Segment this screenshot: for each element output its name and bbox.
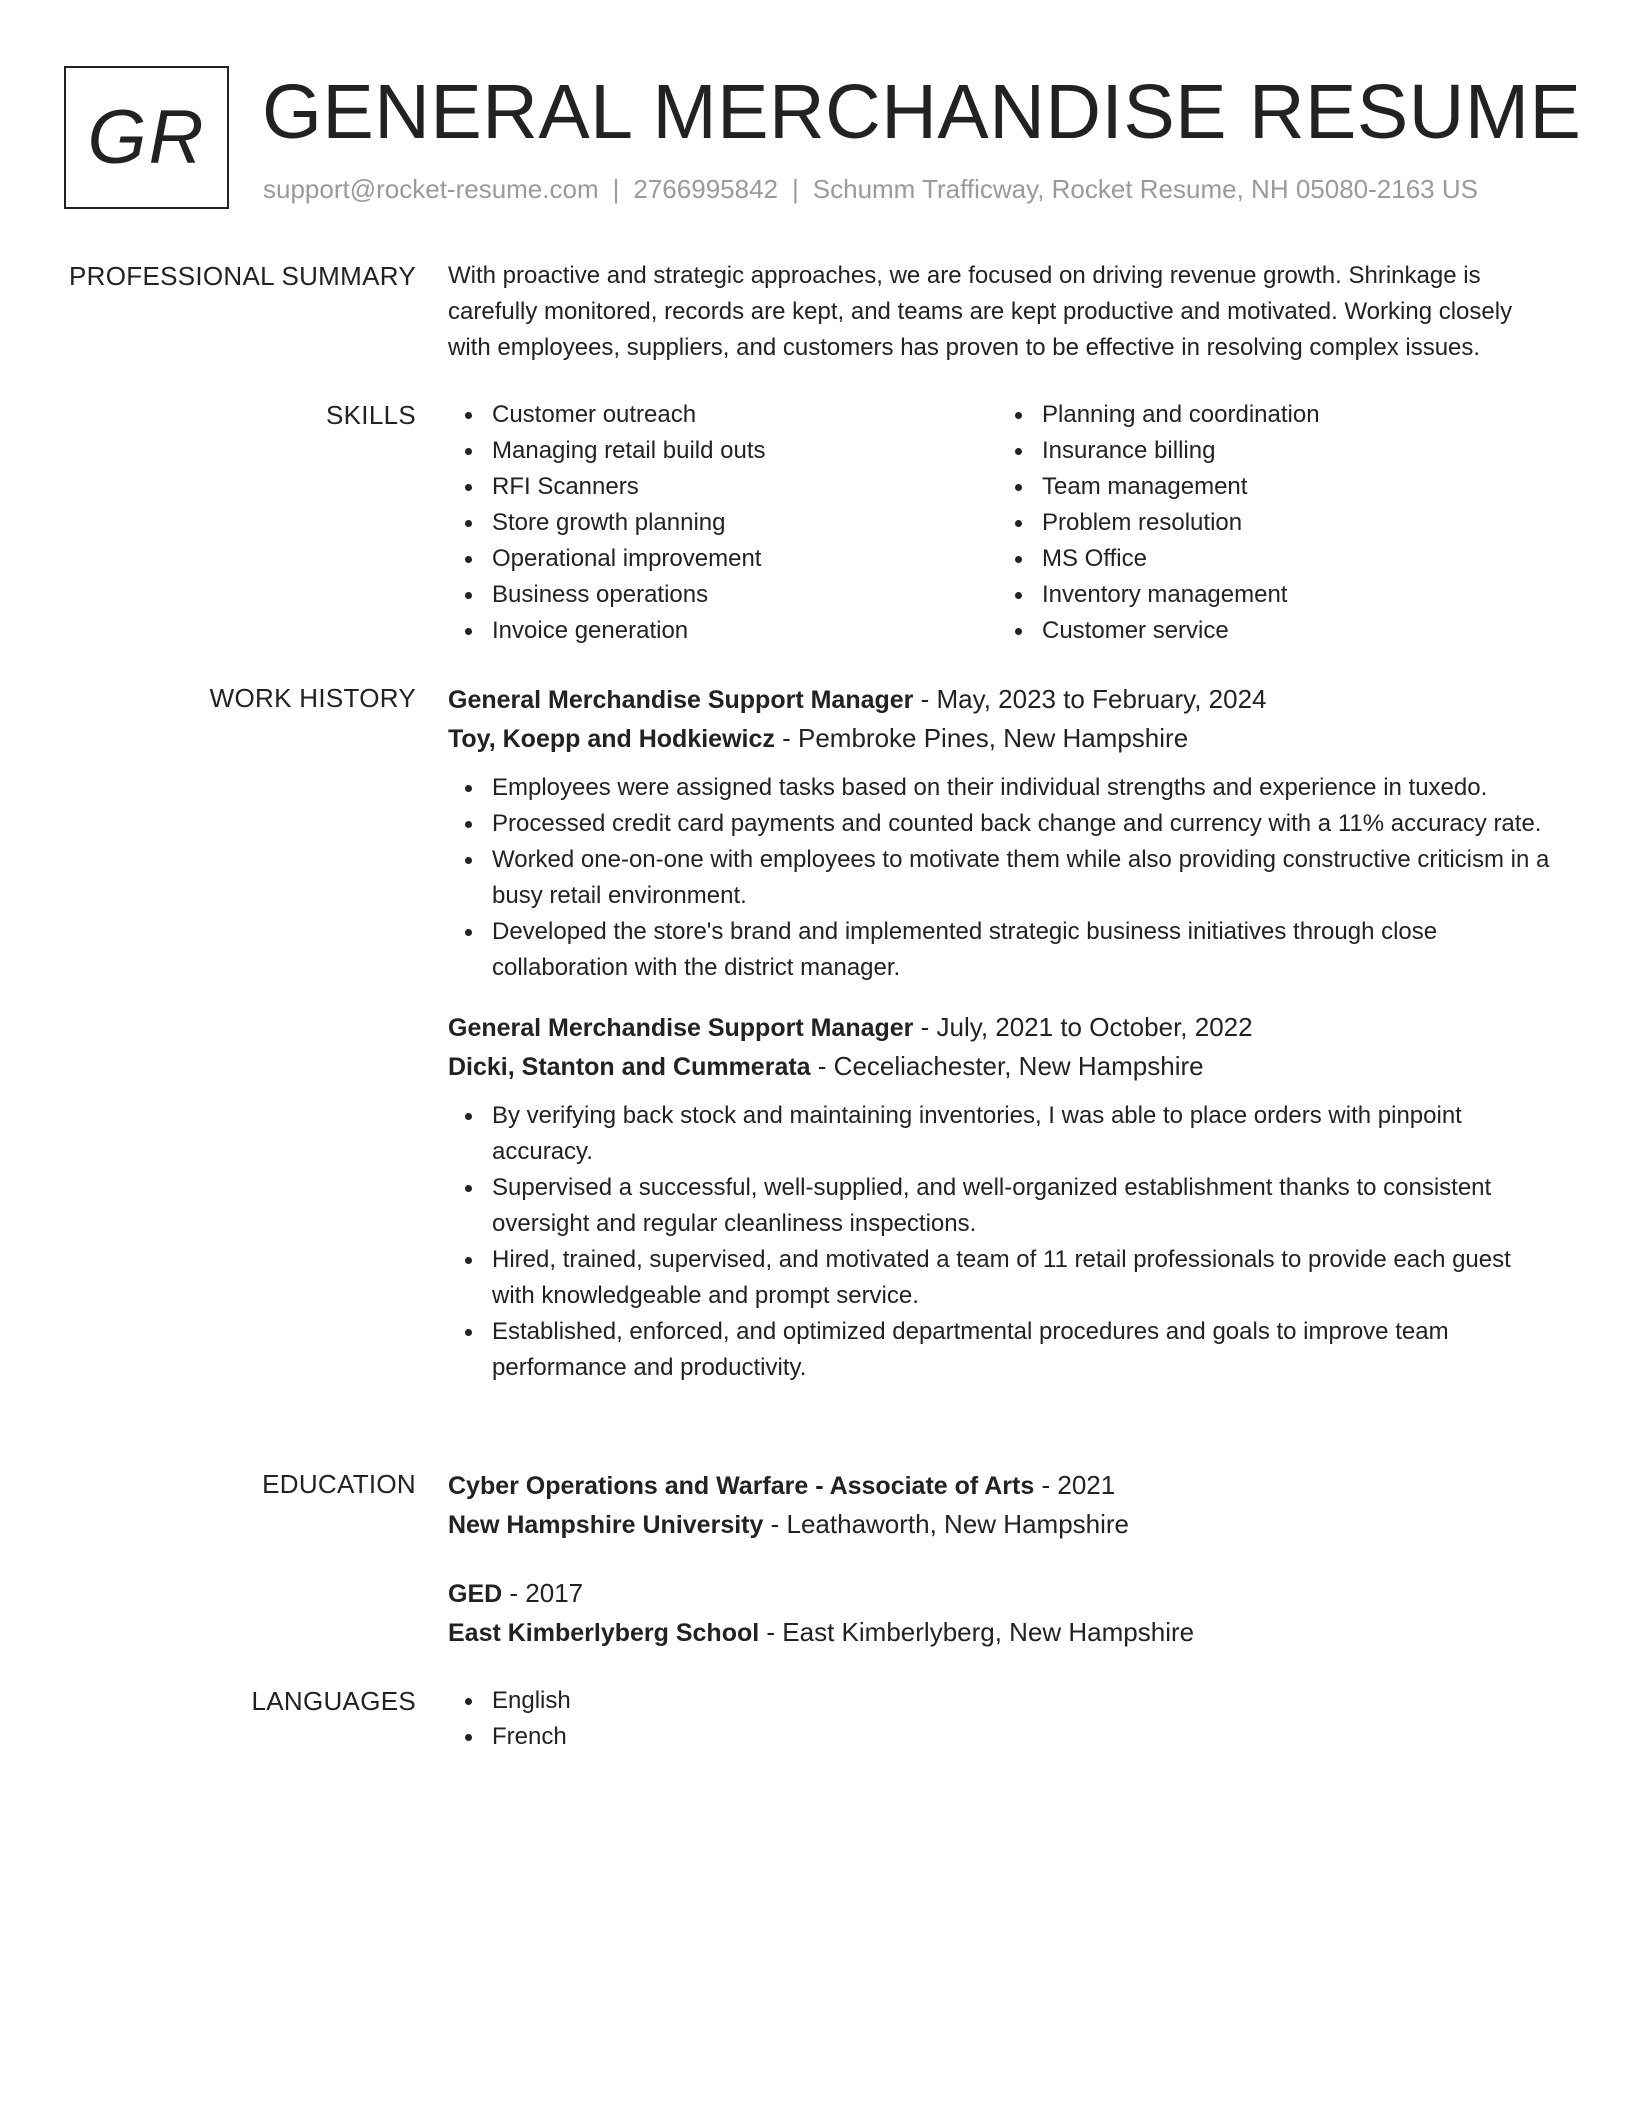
contact-phone: 2766995842 <box>633 174 778 204</box>
skill-item: Customer outreach <box>448 397 998 433</box>
job-location: - Pembroke Pines, New Hampshire <box>774 723 1189 753</box>
section-label-skills: SKILLS <box>326 400 416 430</box>
work-history-body <box>448 680 1558 1408</box>
job-title: General Merchandise Support Manager <box>448 686 914 714</box>
contact-separator: | <box>612 174 620 204</box>
job-company-line <box>448 719 1558 758</box>
job-title: General Merchandise Support Manager <box>448 1014 914 1042</box>
job-company: Toy, Koepp and Hodkiewicz <box>448 725 775 753</box>
job-location: - Ceceliachester, New Hampshire <box>810 1051 1204 1081</box>
job-duty: Worked one-on-one with employees to motivate them while also providing constructive criticism in a busy retail environment. <box>448 842 1558 914</box>
language-item: English <box>448 1683 1558 1719</box>
job-heading <box>448 1008 1558 1047</box>
job-duty: Supervised a successful, well-supplied, and well-organized establishment thanks to consistent oversight and regular cleanliness inspections. <box>448 1170 1558 1242</box>
skill-item: Business operations <box>448 577 998 613</box>
skills-column-right <box>998 397 1548 649</box>
education-degree: GED <box>448 1580 503 1608</box>
skill-item: Store growth planning <box>448 505 998 541</box>
resume-header <box>64 64 1582 210</box>
skill-item: Team management <box>998 469 1548 505</box>
skill-item: Problem resolution <box>998 505 1548 541</box>
job-duty: Hired, trained, supervised, and motivated a team of 11 retail professionals to provide each guest with knowledgeable and prompt service. <box>448 1242 1558 1314</box>
section-label-summary: PROFESSIONAL SUMMARY <box>69 261 416 291</box>
skill-item: Operational improvement <box>448 541 998 577</box>
contact-address: Schumm Trafficway, Rocket Resume, NH 05080-2163 US <box>812 174 1478 204</box>
job-company: Dicki, Stanton and Cummerata <box>448 1053 811 1081</box>
job-duty: Employees were assigned tasks based on their individual strengths and experience in tuxedo. <box>448 770 1558 806</box>
job-company-line <box>448 1047 1558 1086</box>
section-label-work: WORK HISTORY <box>209 683 416 713</box>
education-school-line <box>448 1613 1558 1652</box>
job-entry <box>448 680 1558 986</box>
contact-separator: | <box>792 174 799 204</box>
education-school-line <box>448 1505 1558 1544</box>
language-item: French <box>448 1719 1558 1755</box>
job-duty: Developed the store's brand and implemented strategic business initiatives through close collaboration with the district manager. <box>448 914 1558 986</box>
education-heading <box>448 1574 1558 1613</box>
monogram-badge: GR <box>64 66 229 209</box>
skill-item: Insurance billing <box>998 433 1548 469</box>
skill-item: Customer service <box>998 613 1548 649</box>
job-duty: Processed credit card payments and counted back change and currency with a 11% accuracy rate. <box>448 806 1558 842</box>
education-entry <box>448 1574 1558 1652</box>
job-duty: Established, enforced, and optimized departmental procedures and goals to improve team performance and productivity. <box>448 1314 1558 1386</box>
skill-item: Planning and coordination <box>998 397 1548 433</box>
education-heading <box>448 1466 1558 1505</box>
skill-item: Inventory management <box>998 577 1548 613</box>
contact-line <box>263 172 1478 206</box>
skills-column-left <box>448 397 998 649</box>
education-year: - 2017 <box>502 1578 584 1608</box>
education-entry <box>448 1466 1558 1544</box>
education-location: - East Kimberlyberg, New Hampshire <box>759 1617 1195 1647</box>
skill-item: RFI Scanners <box>448 469 998 505</box>
education-year: - 2021 <box>1034 1470 1116 1500</box>
job-heading <box>448 680 1558 719</box>
section-label-languages: LANGUAGES <box>251 1686 416 1716</box>
education-location: - Leathaworth, New Hampshire <box>763 1509 1130 1539</box>
job-duties <box>448 770 1558 986</box>
page-title: GENERAL MERCHANDISE RESUME <box>262 69 1582 155</box>
languages-body <box>448 1683 1558 1755</box>
education-body <box>448 1466 1558 1682</box>
contact-email: support@rocket-resume.com <box>263 174 599 204</box>
summary-body <box>448 258 1558 366</box>
education-degree: Cyber Operations and Warfare - Associate of Arts <box>448 1472 1035 1500</box>
education-school: New Hampshire University <box>448 1511 764 1539</box>
education-school: East Kimberlyberg School <box>448 1619 760 1647</box>
job-duties <box>448 1098 1558 1386</box>
skill-item: Invoice generation <box>448 613 998 649</box>
skill-item: Managing retail build outs <box>448 433 998 469</box>
job-entry <box>448 1008 1558 1386</box>
job-duty: By verifying back stock and maintaining inventories, I was able to place orders with pinpoint accuracy. <box>448 1098 1558 1170</box>
section-label-education: EDUCATION <box>262 1469 416 1499</box>
languages-list <box>448 1683 1558 1755</box>
summary-text: With proactive and strategic approaches, we are focused on driving revenue growth. Shrinkage is carefully monitored, records are kept, and teams are kept productive and motivated. Working closely with employees, suppliers, and customers has proven to be effective in resolving complex issues. <box>448 262 1513 361</box>
skill-item: MS Office <box>998 541 1548 577</box>
job-dates: - May, 2023 to February, 2024 <box>913 684 1267 714</box>
skills-list <box>448 397 1558 649</box>
job-dates: - July, 2021 to October, 2022 <box>913 1012 1253 1042</box>
